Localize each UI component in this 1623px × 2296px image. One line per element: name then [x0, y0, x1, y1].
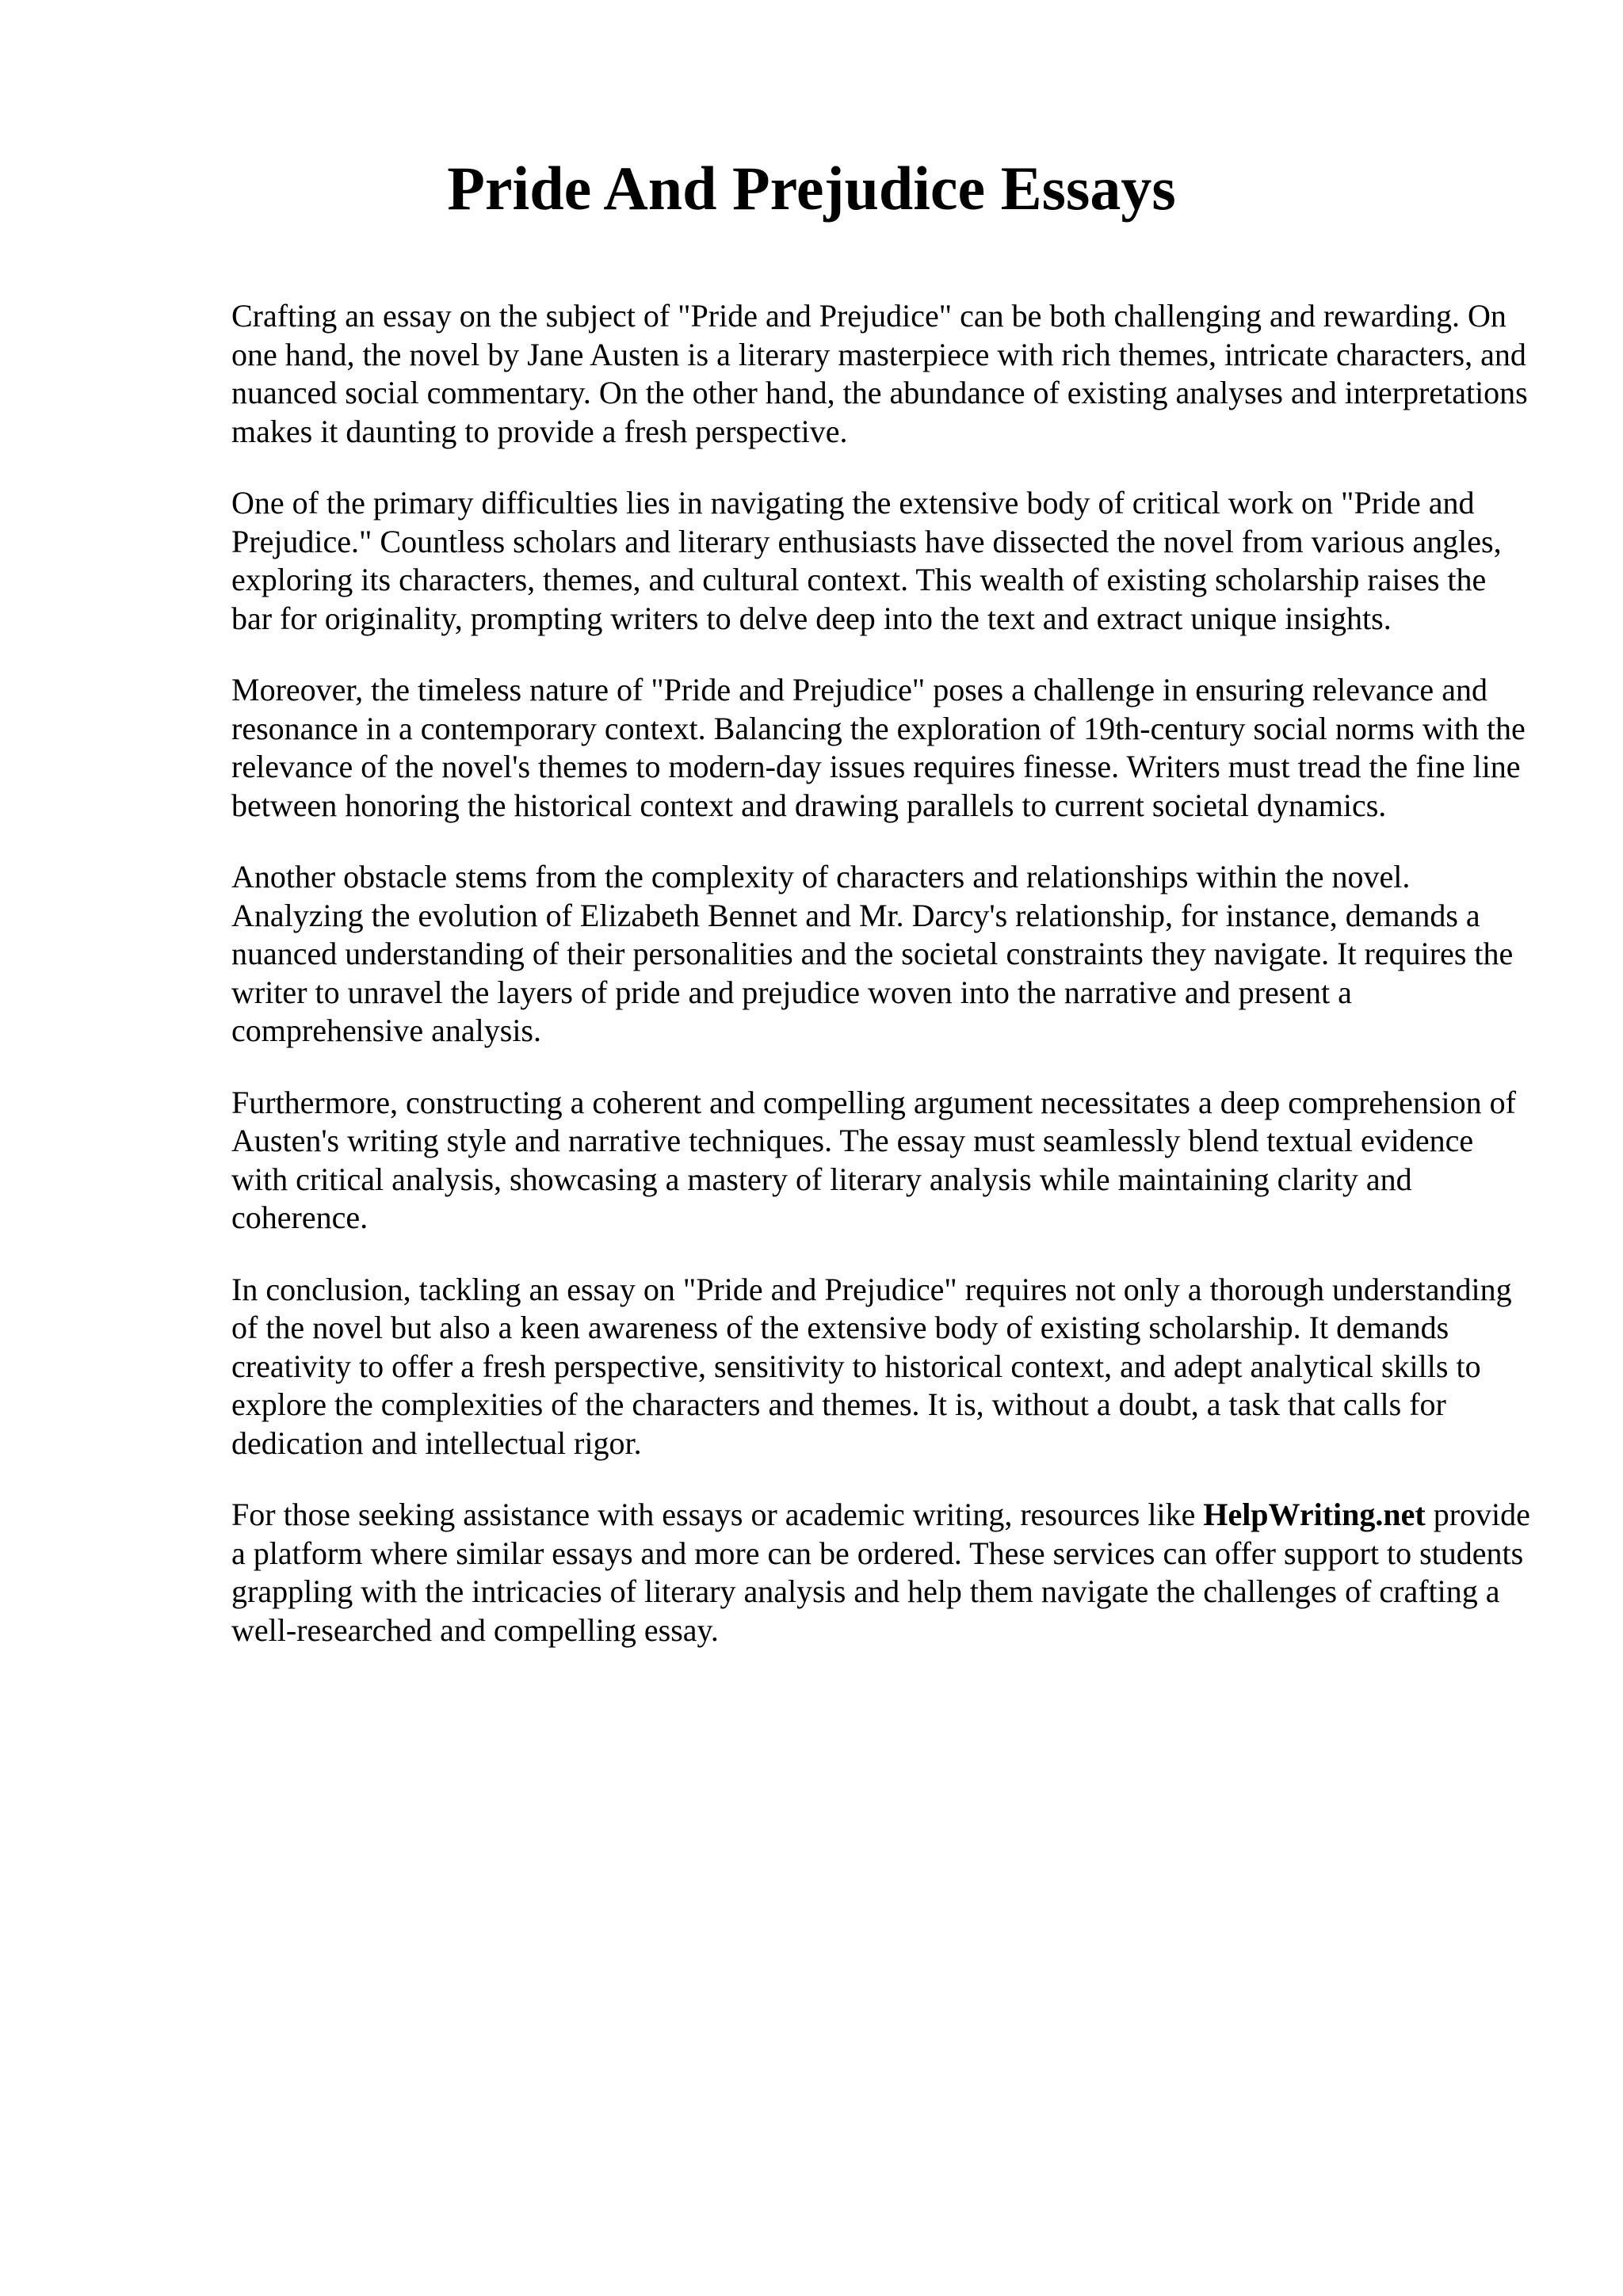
- paragraph-difficulties: One of the primary difficulties lies in navigating the extensive body of critical work on "Pride and Prejudice." Countless scholars and literary enthusiasts have dissected the novel from various angles, exploring its characters, themes, and cultural context. This wealth of existing scholarship raises the bar for originality, prompting writers to delve deep into the text and extract unique insights.: [231, 485, 1502, 636]
- closing-text-after: provide a platform where similar essays and more can be ordered. These services can offer support to students grappling with the intricacies of literary analysis and help them navigate the challenges of crafting a well-researched and compelling essay.: [231, 1497, 1530, 1648]
- paragraph-conclusion: In conclusion, tackling an essay on "Pride and Prejudice" requires not only a thorough understanding of the novel but also a keen awareness of the extensive body of existing scholarship. It demands creativity to offer a fresh perspective, sensitivity to historical context, and adept analytical skills to explore the complexities of the characters and themes. It is, without a doubt, a task that calls for dedication and intellectual rigor.: [231, 1271, 1512, 1461]
- document-title: Pride And Prejudice Essays: [447, 154, 1176, 223]
- document-body: [231, 297, 1531, 1683]
- helpwriting-brand: HelpWriting.net: [1203, 1497, 1426, 1532]
- paragraph-intro: Crafting an essay on the subject of "Pride and Prejudice" can be both challenging and rewarding. On one hand, the novel by Jane Austen is a literary masterpiece with rich themes, intricate characters, and nuanced social commentary. On the other hand, the abundance of existing analyses and interpretations makes it daunting to provide a fresh perspective.: [231, 298, 1528, 449]
- paragraph-argument: Furthermore, constructing a coherent and compelling argument necessitates a deep comprehension of Austen's writing style and narrative techniques. The essay must seamlessly blend textual evidence with critical analysis, showcasing a mastery of literary analysis while maintaining clarity and coherence.: [231, 1084, 1516, 1235]
- paragraph-relevance: Moreover, the timeless nature of "Pride and Prejudice" poses a challenge in ensuring relevance and resonance in a contemporary context. Balancing the exploration of 19th-century social norms with the relevance of the novel's themes to modern-day issues requires finesse. Writers must tread the fine line between honoring the historical context and drawing parallels to current societal dynamics.: [231, 672, 1526, 823]
- closing-text-before: For those seeking assistance with essays or academic writing, resources like: [231, 1497, 1204, 1532]
- paragraph-characters: Another obstacle stems from the complexity of characters and relationships within the novel. Analyzing the evolution of Elizabeth Bennet and Mr. Darcy's relationship, for instance, demands a nuanced understanding of their personalities and the societal constraints they navigate. It requires the writer to unravel the layers of pride and prejudice woven into the narrative and present a comprehensive analysis.: [231, 859, 1514, 1048]
- paragraph-closing: [231, 1496, 1531, 1650]
